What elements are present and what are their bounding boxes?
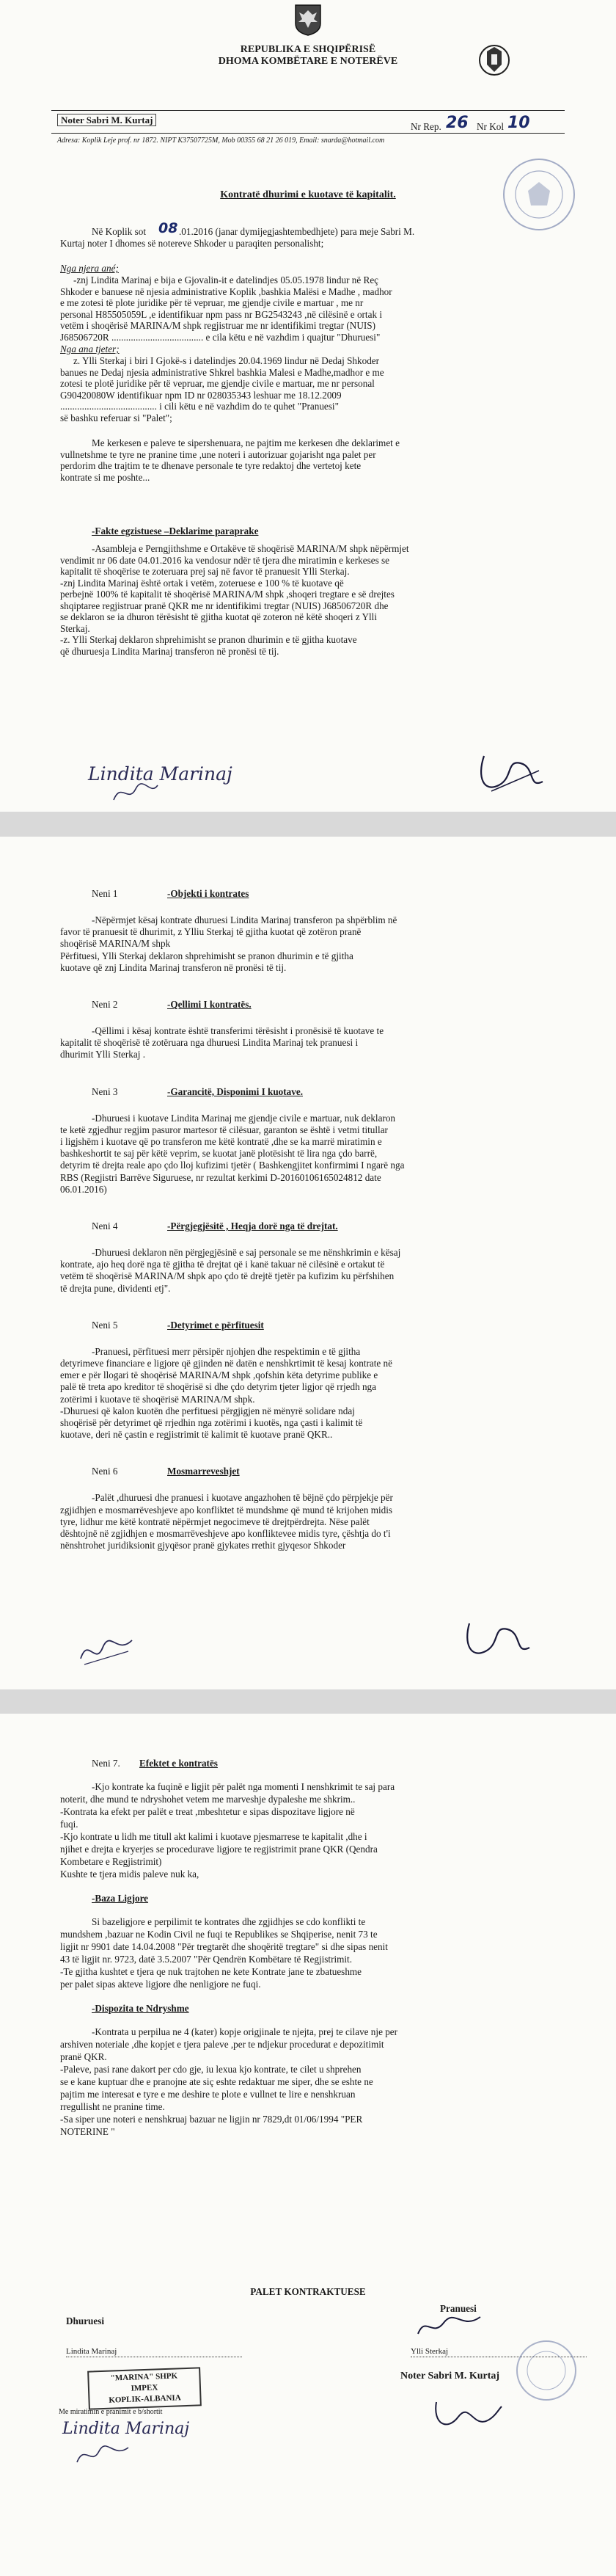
text-line: G90420080W identifikuar npm ID nr 028035343 leshuar me 18.12.2009 — [60, 389, 342, 401]
text-line: e me zotesi të plote juridike për të vepruar, me gjendje civile e martuar , me nr — [60, 297, 364, 308]
text-line: kapitalit të shoqërise te zoteruara prej saj në favor të pranuesit Ylli Sterkaj. — [60, 566, 350, 577]
text-line: ........................................ i cili këtu e në vazhdim do te quhet "Pranuesi" — [60, 401, 339, 412]
text-line: kapitalit të shoqërisë të zotëruara nga dhuruesi Lindita Marinaj tek pranuesi i — [60, 1037, 359, 1049]
text-line: banues ne Dedaj njesia administrative Shkrel bashkia Malesi e Madhe,madhor e me — [60, 366, 384, 378]
text-line: RBS (Regjistri Barrëve Siguruese, nr rezultat kerkimi D-20160106165024812 date — [60, 1171, 381, 1183]
text-line: fuqi. — [60, 1819, 78, 1830]
intro-day-handwritten: 08 — [158, 220, 178, 236]
text-line: Kushte te tjera midis paleve nuk ka, — [60, 1869, 199, 1880]
article-title: -Objekti i kontrates — [167, 888, 249, 899]
text-line: që dhuruesja Lindita Marinaj transferon në pronësi të tij. — [60, 645, 279, 657]
company-stamp — [87, 2367, 202, 2409]
page-2 — [0, 837, 616, 1691]
text-line: shoqërisë MARINA/M shpk — [60, 938, 171, 950]
party2-heading: Nga ana tjeter; — [60, 343, 120, 354]
text-line: -Paleve, pasi rane dakort per cdo gje, iu lexua kjo kontrate, te cilet u shprehen — [60, 2064, 362, 2075]
rep-label: Nr Rep. — [411, 121, 441, 132]
article-number: Neni 6 — [92, 1466, 118, 1477]
signature-ylli-page1 — [469, 749, 550, 800]
text-line: bashkeshortit te saj për këtë veprim, se kuotat janë plotësisht të lira nga çdo barrë, — [60, 1148, 378, 1160]
text-line: nënshtrohet juridiksionit gjyqësor pranë gjykates rrethit gjyqesor Shkoder — [60, 1540, 346, 1551]
text-line: dhurimit Ylli Sterkaj . — [60, 1049, 145, 1060]
text-line: -Kjo kontrate ka fuqinë e ligjit për palët nga momenti I nenshkrimit te saj para — [92, 1781, 395, 1792]
text-line: per palet sipas akteve ligjore dhe nenligjore ne fuqi. — [60, 1979, 261, 1990]
text-line: perdorim dhe trajtim te te dhenave personale te tyre redaktoj dhe vertetoj kete — [60, 460, 362, 471]
text-line: kuotave që znj Lindita Marinaj transferon në pronësi të tij. — [60, 961, 287, 973]
text-line: detyrim të drejta reale apo çdo lloj kufizimi tjetër ( Bashkengjitet konfirmimi I ngarë nga — [60, 1160, 405, 1171]
text-line: zotesi te plotë juridike për të vepruar, me gjendje civile e martuar, me nr personal — [60, 378, 375, 389]
article-title: -Përgjegjësitë , Heqja dorë nga të drejtat. — [167, 1220, 338, 1231]
text-line: 06.01.2016) — [60, 1183, 107, 1195]
text-line: vendimit nr 06 date 04.01.2016 ka vendosur ndër të tjera dhe miratimin e kerkeses se — [60, 554, 389, 566]
intro-line-2: Kurtaj noter I dhomes së notereve Shkoder u paraqiten personalisht; — [60, 238, 324, 249]
notary-name-box: Noter Sabri M. Kurtaj — [57, 114, 156, 126]
text-line: -Sa siper une noteri e nenshkruaj bazuar ne ligjin nr 7829,dt 01/06/1994 "PER — [60, 2114, 363, 2125]
text-line: Me kerkesen e paleve te sipershenuara, ne pajtim me kerkesen dhe deklarimet e — [92, 437, 400, 448]
text-line: detyrimeve financiare e ligjore që gjinden në datën e nenshkrtimit të kesaj kontrate në — [60, 1358, 392, 1369]
text-line: -Kjo kontrate u lidh me titull akt kalimi i kuotave pjesmarrese te kapitalit ,dhe i — [60, 1831, 367, 1842]
text-line: favor të pranuesit të dhurimit, z Ylliu Sterkaj të gjitha kuotat që zotëron pranë — [60, 926, 362, 938]
text-line: kuotave, deri në çastin e regjistrimit të kalimit të kuotave pranë QKR.. — [60, 1429, 333, 1441]
donor-name: Lindita Marinaj — [66, 2347, 117, 2356]
notary-signature-label: Noter Sabri M. Kurtaj — [400, 2371, 500, 2382]
signature-lindita-page2 — [73, 1629, 139, 1673]
stamp-line-2: IMPEX — [131, 2383, 158, 2393]
text-line: zgjidhjen e mosmarrëveshjeve apo konfliktet të mundshme që mund të krijohen midis — [60, 1504, 393, 1516]
text-line: te ketë zgjedhur regjim pasuror martesor të cilësuar, garanton se është i vetmi titullar — [60, 1124, 388, 1135]
kol-number: 10 — [507, 114, 530, 132]
text-line: -Dhuruesi deklaron nën përgjegjësinë e saj personale se me nënshkrimin e kësaj — [92, 1247, 401, 1258]
facts-heading: -Fakte egzistuese –Deklarime paraprake — [92, 525, 259, 536]
text-line: kontrate, ajo heq dorë nga të gjitha të drejtat që i kanë takuar në cilësinë e ortakut të — [60, 1259, 385, 1270]
text-line: emer e për llogari të shoqërisë MARINA/M shpk ,qofshin këta detyrime publike e — [60, 1369, 378, 1381]
text-line: vetëm të shoqërisë MARINA/M shpk apo çdo të drejtë tjetër pa kufizim ku përfshihen — [60, 1270, 395, 1282]
text-line: -Kontrata ka efekt per palët e treat ,mbeshtetur e sipas dispozitave ligjore në — [60, 1806, 355, 1817]
section-heading: -Baza Ligjore — [92, 1893, 149, 1904]
text-line: ligjit nr 9901 date 14.04.2008 "Për tregtarët dhe shoqëritë tregtare" si dhe sipas nenit — [60, 1941, 388, 1952]
text-line: vullnetshme te tyre ne pranine time ,une noteri i autorizuar gojarisht nga palet per — [60, 448, 376, 460]
signature-lindita-page3: Lindita Marinaj — [62, 2420, 190, 2438]
text-line: kontrate si me poshte... — [60, 471, 150, 483]
text-line: -Dhuruesi i kuotave Lindita Marinaj me gjendje civile e martuar, nuk deklaron — [92, 1112, 396, 1124]
text-line: shqiptaree regjistruar pranë QKR me nr identifikimi tregtar (NUIS) J68506720R dhe — [60, 600, 389, 611]
page-1 — [0, 0, 616, 812]
text-line: -Te gjitha kushtet e tjera qe nuk trajtohen ne kete Kontrate jane te zbatueshme — [60, 1966, 362, 1977]
notary-signature-scribble — [425, 2387, 506, 2439]
text-line: perbejnë 100% të kapitalit të shoqërisë MARINA/M shpk ,shoqeri tregtare e së drejtes — [60, 589, 395, 600]
text-line: zotërimi i kuotave të shoqërisë MARINA/M shpk. — [60, 1393, 255, 1405]
intro-line-1b: .01.2016 (janar dymijegjashtembedhjete) para meje Sabri M. — [179, 226, 415, 237]
section-heading: -Dispozita te Ndryshme — [92, 2003, 189, 2014]
text-line: NOTERINE " — [60, 2126, 115, 2137]
kol-label: Nr Kol — [477, 121, 504, 132]
article-title: -Detyrimet e përfituesit — [167, 1319, 264, 1331]
text-line: personal H85505059L ,e identifikuar npm pass nr BG2543243 ,në cilësinë e ortak i — [60, 308, 382, 320]
article-title: -Garancitë, Disponimi I kuotave. — [167, 1085, 303, 1097]
text-line: pajtim me interesat e tyre e me deshire te plote e vullnet te lire e nenshkruan — [60, 2089, 356, 2100]
donor-role: Me miratimin e pranimit e b/shortit — [59, 2408, 163, 2416]
text-line: Sterkaj. — [60, 622, 90, 634]
text-line: shoqërisë për detyrimet që rrjedhin nga zotërimi i kuotës, nga çasti i kalimit të — [60, 1417, 363, 1428]
text-line: palë të treta apo kreditor të shoqërisë si dhe çdo detyrim tjeter ligjor që rrjedh nga — [60, 1381, 377, 1393]
text-line: J68506720R ...................................... e cila këtu e në vazhdim i quajtur "Dhuruesi" — [60, 331, 381, 343]
text-line: Shkoder e banuese në njesia administrative Koplik ,bashkia Malësi e Madhe , madhor — [60, 285, 392, 297]
text-line: pranë QKR. — [60, 2051, 107, 2062]
article-title: -Qellimi I kontratës. — [167, 999, 252, 1010]
article-number: Neni 5 — [92, 1319, 118, 1331]
text-line: -Dhuruesi që kalon kuotën dhe perfituesi përgjigjen në mënyrë solidare ndaj — [60, 1405, 355, 1416]
article-title: Mosmarreveshjet — [167, 1466, 240, 1477]
text-line: të drejta pune, dividenti etj". — [60, 1282, 171, 1294]
text-line: së bashku referuar si "Palet"; — [60, 412, 172, 423]
page-3 — [0, 1714, 616, 2576]
signature-scribble-1 — [110, 778, 161, 807]
parties-heading: PALET KONTRAKTUESE — [250, 2286, 366, 2297]
chamber-heading: DHOMA KOMBËTARE E NOTERËVE — [218, 56, 398, 67]
text-line: -Asambleja e Perngjithshme e Ortakëve të shoqërisë MARINA/M shpk nëpërmjet — [92, 543, 409, 554]
stamp-line-1: "MARINA" SHPK — [110, 2371, 178, 2383]
donor-label: Dhuruesi — [66, 2315, 105, 2326]
signature-ylli-page2 — [455, 1615, 535, 1666]
article-number: Neni 3 — [92, 1085, 118, 1097]
article-number: Neni 2 — [92, 999, 118, 1010]
text-line: vetëm i shoqërisë MARINA/M shpk regjistruar me nr identifikimi tregtar (NUIS) — [60, 320, 375, 331]
contract-title: Kontratë dhurimi e kuotave të kapitalit. — [220, 189, 396, 200]
text-line: tyre, lidhur me këtë kontratë nëpërmjet negocimeve të drejtpërdrejta. Nëse palët — [60, 1516, 370, 1527]
text-line: -Qëllimi i kësaj kontrate është transferimi tërësisht i pronësisë të kuotave te — [92, 1025, 384, 1036]
text-line: se e kane kuptuar dhe e pranojne ate siç eshte redaktuar me siper, dhe se eshte ne — [60, 2076, 373, 2087]
party1-heading: Nga njera ané; — [60, 263, 119, 274]
albania-emblem-icon — [293, 3, 323, 37]
text-line: dështojnë në zgjidhjen e mosmarrëveshjeve apo konfliktevee midis tyre, çështja do t'i — [60, 1528, 391, 1539]
text-line: i ligjshëm i kuotave që po transferon me këtë kontratë ,dhe se ka marrë miratimin e — [60, 1136, 382, 1147]
text-line: mundshem ,bazuar ne Kodin Civil ne fuqi te Republikes se Shqiperise, nenit 73 te — [60, 1929, 378, 1940]
section-heading: Efektet e kontratës — [139, 1758, 218, 1769]
rep-number: 26 — [446, 114, 469, 132]
section-heading: Neni 7. — [92, 1758, 120, 1769]
article-number: Neni 1 — [92, 888, 118, 899]
receiver-name: Ylli Sterkaj — [411, 2347, 449, 2356]
text-line: noterit, dhe mund te ndryshohet vetem me marveshje dypaleshe me shkrim.. — [60, 1794, 356, 1805]
text-line: njihet e drejta e kryerjes se procedurave ligjore te regjistrimit prane QKR (Qendra — [60, 1844, 378, 1855]
text-line: rregullisht ne pranine time. — [60, 2101, 165, 2112]
signature-scribble-3 — [73, 2440, 132, 2470]
text-line: -Nëpërmjet kësaj kontrate dhuruesi Lindita Marinaj transferon pa shpërblim në — [92, 914, 397, 925]
text-line: -z. Ylli Sterkaj deklaron shprehimisht se pranon dhurimin e të gjitha kuotave — [60, 634, 357, 645]
text-line: -Kontrata u perpilua ne 4 (kater) kopje origjinale te njejta, prej te cilave nje per — [92, 2026, 398, 2037]
article-number: Neni 4 — [92, 1220, 118, 1231]
contact-line: Adresa: Koplik Leje prof. nr 1872. NIPT K37507725M, Mob 00355 68 21 26 019, Email: snarda@hotmail.com — [57, 137, 385, 145]
text-line: -Pranuesi, përfituesi merr përsipër njohjen dhe respektimin e të gjitha — [92, 1345, 361, 1357]
country-heading: REPUBLIKA E SHQIPËRISË — [240, 44, 376, 55]
text-line: Kombetare e Regjistrimit) — [60, 1856, 162, 1867]
text-line: 43 të ligjit nr. 9723, datë 3.5.2007 "Për Qendrën Kombëtare të Regjistrimit. — [60, 1954, 353, 1965]
receiver-label: Pranuesi — [440, 2303, 477, 2314]
text-line: -Palët ,dhuruesi dhe pranuesi i kuotave angazhohen të bëjnë çdo përpjekje për — [92, 1492, 393, 1504]
stamp-line-3: KOPLIK-ALBANIA — [109, 2393, 181, 2405]
text-line: -znj Lindita Marinaj e bija e Gjovalin-it e datelindjes 05.05.1978 lindur në Reç — [73, 274, 379, 285]
text-line: se deklaron se ia dhuron tërësisht të gjitha kuotat që zoteron në këtë shoqeri z Ylli — [60, 611, 377, 622]
text-line: -znj Lindita Marinaj është ortak i vetëm, zoteruese e 100 % të kuotave që — [60, 577, 344, 589]
text-line: z. Ylli Sterkaj i biri I Gjokë-s i datelindjes 20.04.1969 lindur në Dedaj Shkoder — [73, 355, 380, 366]
text-line: arshiven noteriale ,dhe kopjet e tjera paleve ,per te ndjekur procedurat e depozitimit — [60, 2039, 384, 2050]
notary-seal-page3-icon — [513, 2337, 579, 2404]
text-line: Përfituesi, Ylli Sterkaj deklaron shprehimisht se pranon dhurimin e të gjitha — [60, 950, 353, 961]
signature-lindita-page1: Lindita Marinaj — [88, 763, 232, 785]
intro-line-1a: Në Koplik sot — [92, 226, 146, 237]
text-line: Si bazeligjore e perpilimit te kontrates dhe zgjidhjes se cdo konflikti te — [92, 1916, 366, 1927]
signature-ylli-page3 — [411, 2308, 491, 2345]
